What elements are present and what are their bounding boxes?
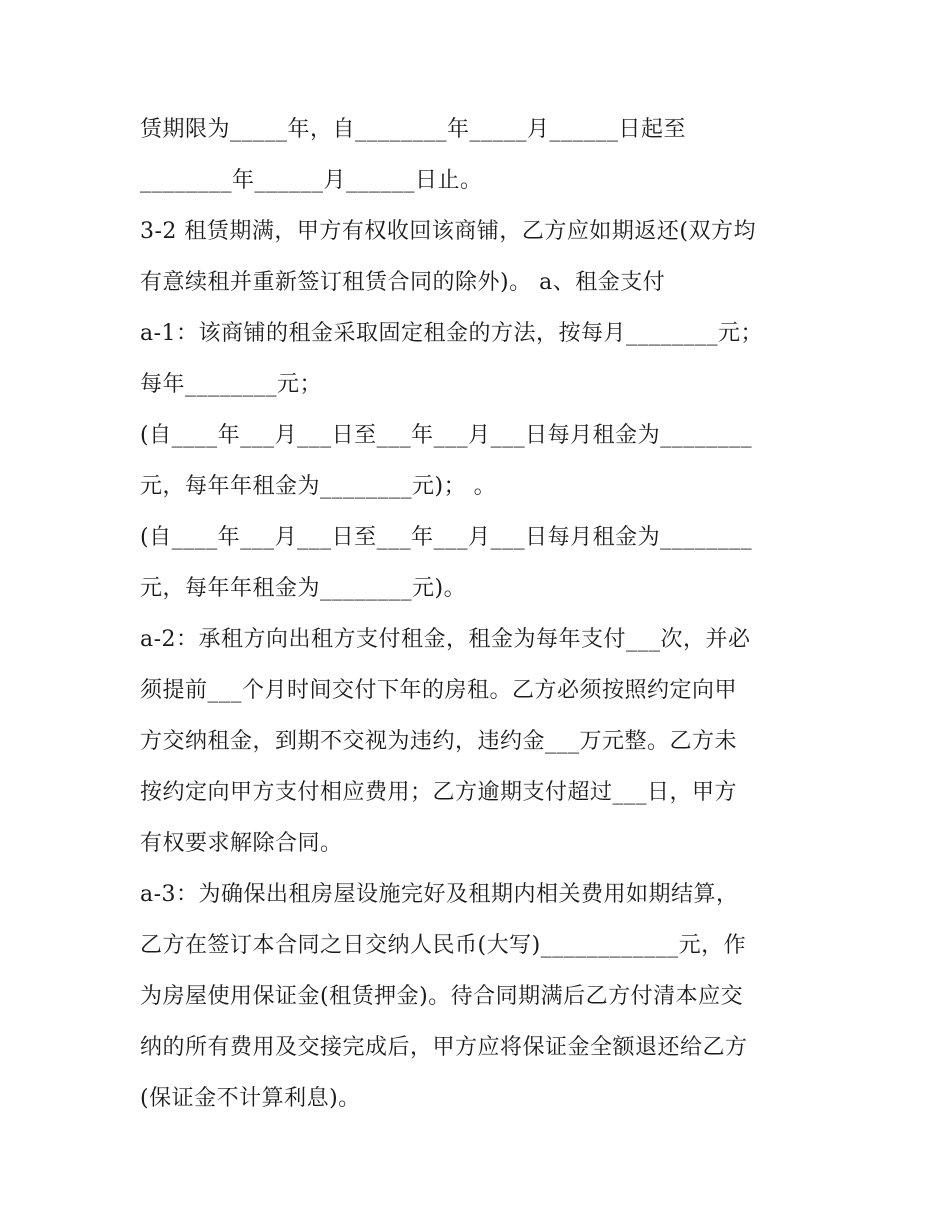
text-line: ________年______月______日止。 xyxy=(140,168,483,193)
text-line: 每年________元； xyxy=(140,372,323,397)
text-line: (保证金不计算利息)。 xyxy=(140,1086,361,1111)
text-line: 须提前___个月时间交付下年的房租。乙方必须按照约定向甲 xyxy=(140,678,738,703)
text-line: 按约定向甲方支付相应费用；乙方逾期支付超过___日，甲方 xyxy=(140,780,738,805)
text-line: 纳的所有费用及交接完成后，甲方应将保证金全额退还给乙方 xyxy=(140,1035,748,1060)
text-line: a-1：该商铺的租金采取固定租金的方法，按每月________元； xyxy=(140,321,764,346)
text-line: 方交纳租金，到期不交视为违约，违约金___万元整。乙方未 xyxy=(140,729,738,754)
text-line: (自____年___月___日至___年___月___日每月租金为________ xyxy=(140,423,753,448)
text-line: (自____年___月___日至___年___月___日每月租金为________ xyxy=(140,525,753,550)
contract-body xyxy=(140,104,820,1124)
text-line: 有权要求解除合同。 xyxy=(140,831,343,856)
text-line: 赁期限为_____年，自________年_____月______日起至 xyxy=(140,117,687,142)
text-line: 元，每年年租金为________元)； 。 xyxy=(140,474,497,499)
text-line: a-3：为确保出租房屋设施完好及租期内相关费用如期结算， xyxy=(140,882,739,907)
text-line: 3-2 租赁期满，甲方有权收回该商铺，乙方应如期返还(双方均 xyxy=(140,219,757,244)
text-line: a-2：承租方向出租方支付租金，租金为每年支付___次，并必 xyxy=(140,627,751,652)
text-line: 乙方在签订本合同之日交纳人民币(大写)____________元，作 xyxy=(140,933,747,958)
text-line: 为房屋使用保证金(租赁押金)。待合同期满后乙方付清本应交 xyxy=(140,984,744,1009)
text-line: 有意续租并重新签订租赁合同的除外)。 a、租金支付 xyxy=(140,270,666,295)
text-line: 元，每年年租金为________元)。 xyxy=(140,576,467,601)
